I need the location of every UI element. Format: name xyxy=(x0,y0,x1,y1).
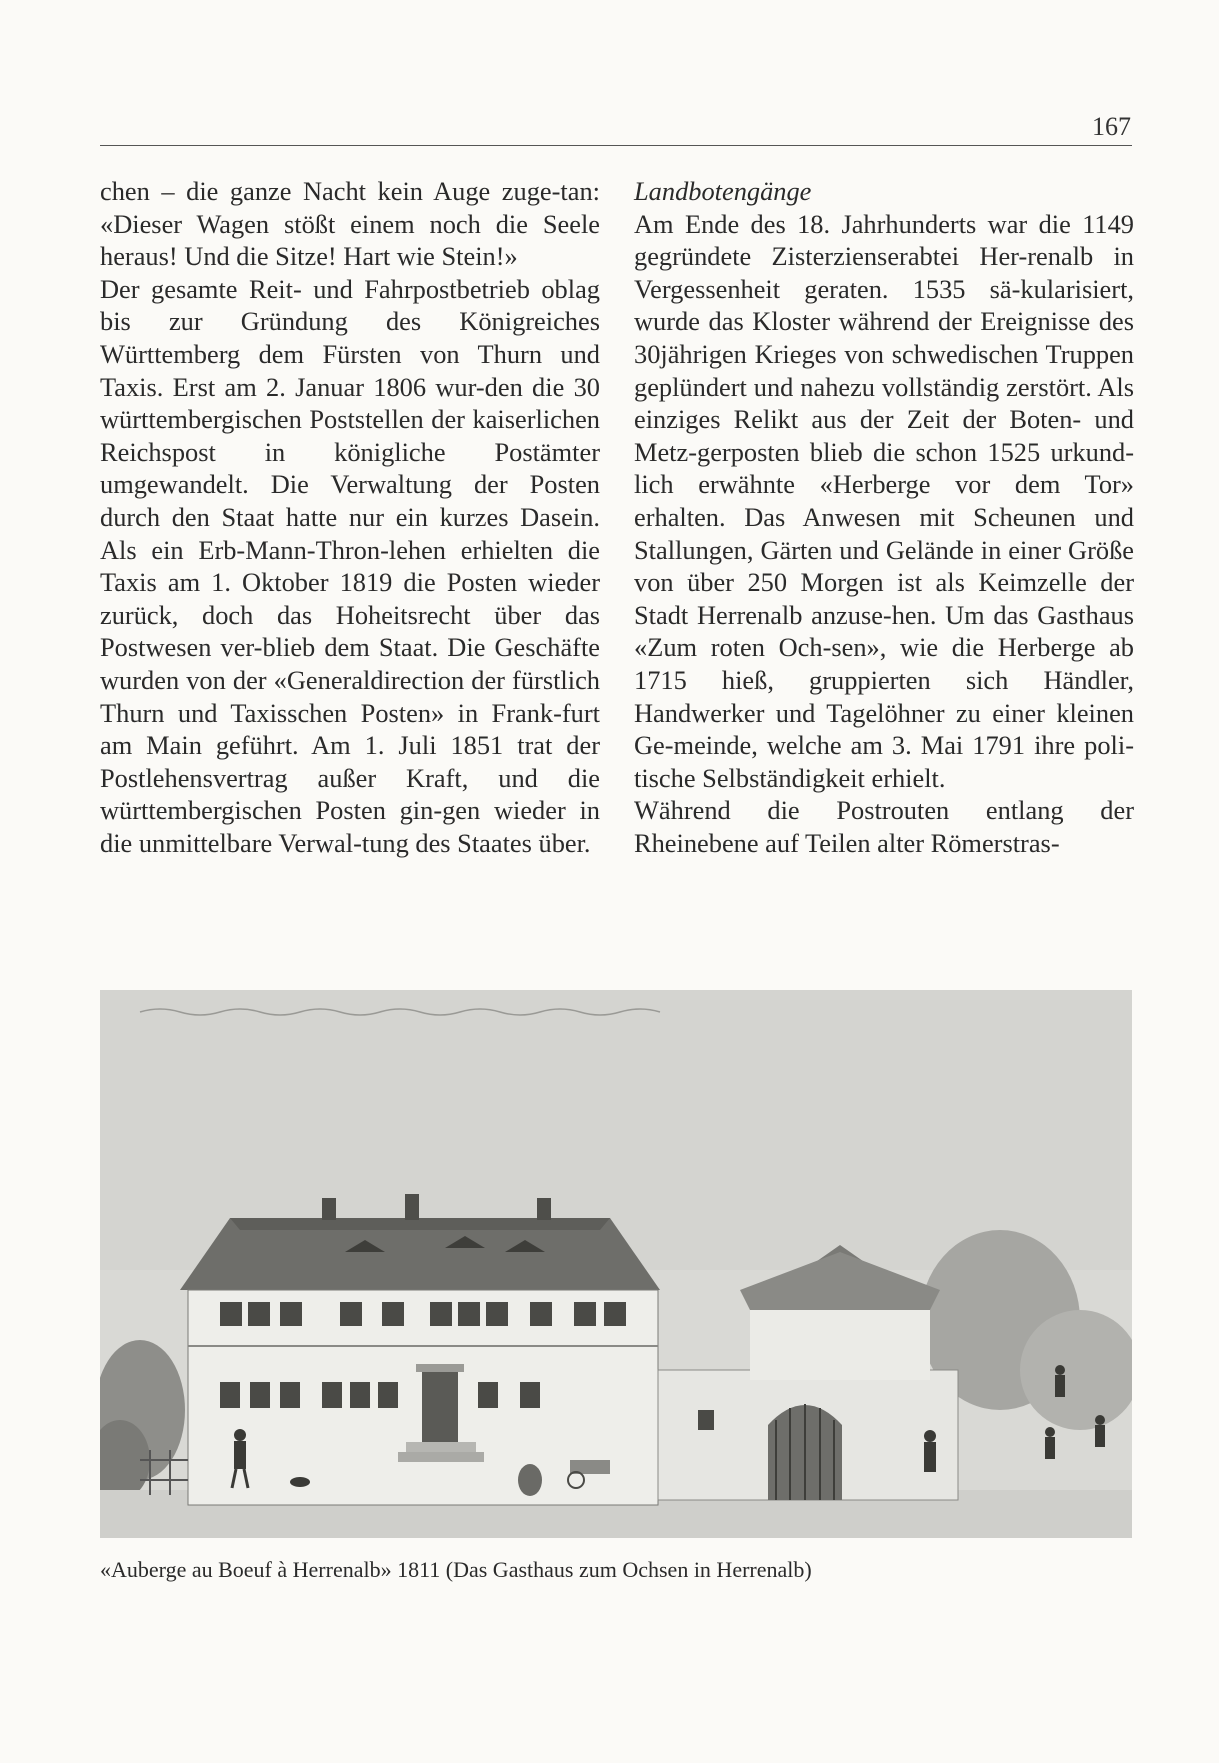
illustration-gasthaus xyxy=(100,990,1132,1538)
paragraph: chen – die ganze Nacht kein Auge zuge-tan: «Dieser Wagen stößt einem noch die Seele heraus! Und die Sitze! Hart wie Stein!» xyxy=(100,176,600,272)
paragraph: Am Ende des 18. Jahrhunderts war die 1149 gegründete Zisterzienserabtei Her-renalb in Vergessenheit geraten. 1535 sä-kularisiert, wurde das Kloster während der Ereignisse des 30jährigen Krieges von schwedischen Truppen geplündert und nahezu vollständig zerstört. Als einziges Relikt aus der Zeit der Boten- und Metz-gerposten blieb die schon 1525 urkund-lich erwähnte «Herberge vor dem Tor» erhalten. Das Anwesen mit Scheunen und Stallungen, Gärten und Gelände in einer Größe von über 250 Morgen ist als Keimzelle der Stadt Herrenalb anzuse-hen. Um das Gasthaus «Zum roten Och-sen», wie die Herberge ab 1715 hieß, gruppierten sich Händler, Handwerker und Tagelöhner zu einer kleinen Ge-meinde, welche am 3. Mai 1791 ihre poli-tische Selbständigkeit erhielt. xyxy=(634,208,1134,793)
illustration-drawing xyxy=(100,990,1132,1538)
paragraph: Während die Postrouten entlang der Rheinebene auf Teilen alter Römerstras- xyxy=(634,795,1134,858)
figure-caption: «Auberge au Boeuf à Herrenalb» 1811 (Das Gasthaus zum Ochsen in Herrenalb) xyxy=(100,1557,812,1582)
right-column xyxy=(634,175,1134,859)
paragraph: Der gesamte Reit- und Fahrpostbetrieb oblag bis zur Gründung des Königreiches Württemberg dem Fürsten von Thurn und Taxis. Erst am 2. Januar 1806 wur-den die 30 württembergischen Poststellen der kaiserlichen Reichspost in königliche Postämter umgewandelt. Die Verwaltung der Posten durch den Staat hatte nur ein kurzes Dasein. Als ein Erb-Mann-Thron-lehen erhielten die Taxis am 1. Oktober 1819 die Posten wieder zurück, doch das Hoheitsrecht über das Postwesen ver-blieb dem Staat. Die Geschäfte wurden von der «Generaldirection der fürstlich Thurn und Taxisschen Posten» in Frank-furt am Main geführt. Am 1. Juli 1851 trat der Postlehensvertrag außer Kraft, und die württembergischen Posten gin-gen wieder in die unmittelbare Verwal-tung des Staates über. xyxy=(100,273,600,858)
section-heading: Landbotengänge xyxy=(634,176,812,206)
header-rule xyxy=(100,145,1132,146)
page-number: 167 xyxy=(1092,112,1131,141)
left-column xyxy=(100,175,600,859)
